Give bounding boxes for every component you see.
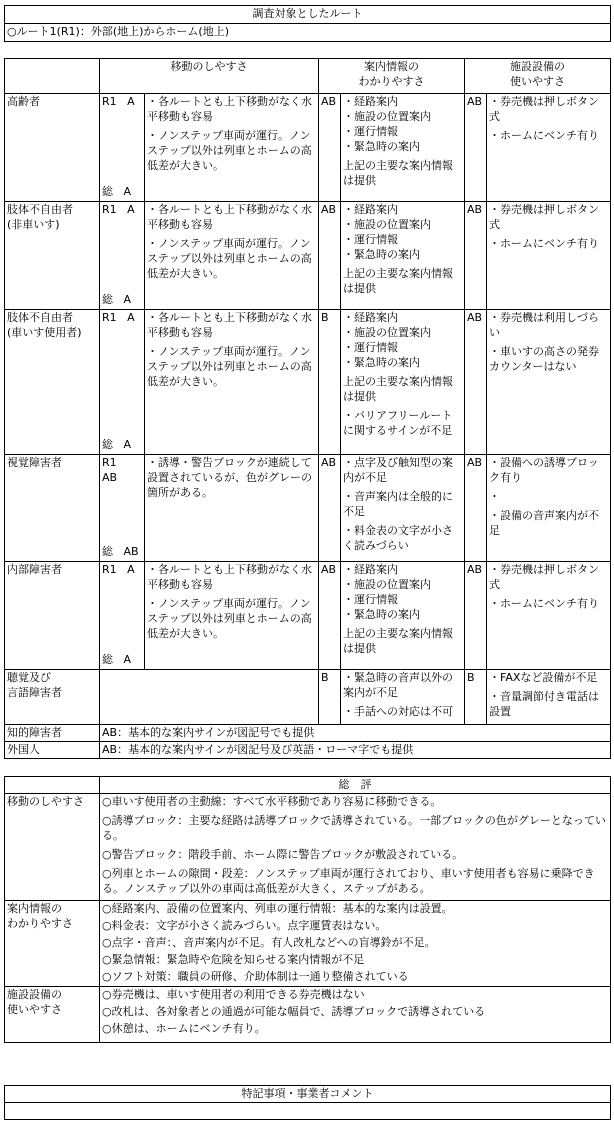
guidance-cell-visual: ・点字及び触知型の案内が不足 ・音声案内は全般的に不足 ・料金表の文字が小さく読みづらい [341, 455, 465, 562]
guidance-grade-hearing: B [319, 670, 341, 725]
route-grade: A [127, 203, 135, 216]
intellectual-text: AB：基本的な案内サインが図記号でも提供 [100, 725, 611, 742]
route-grade-cell-elderly [100, 94, 145, 202]
summary-label-facility: 施設設備の 使いやすさ [5, 987, 100, 1043]
total-grade-physical-walking: 総 A [102, 293, 132, 306]
summary-item: ○改札は、各対象者との通過が可能な幅員で、誘導ブロックで誘導されている [102, 1005, 486, 1018]
summary-label-mobility: 移動のしやすさ [5, 794, 100, 901]
summary-corner-cell [5, 777, 100, 794]
evaluation-rows [5, 94, 611, 670]
mobility-cell-hearing [100, 670, 319, 725]
total-grade-visual: 総 AB [102, 545, 139, 558]
summary-text-mobility [100, 794, 611, 901]
guidance-cell-wheelchair: ・経路案内 ・施設の位置案内 ・運行情報 ・緊急時の案内 上記の主要な案内情報は提供 ・バリアフリールートに関するサインが不足 [341, 310, 465, 455]
route-grade-cell-internal [100, 562, 145, 670]
table-row-physical-walking [5, 202, 611, 310]
route-grade-cell-wheelchair [100, 310, 145, 455]
summary-item: ○緊急情報：緊急時や危険を知らせる案内情報が不足 [102, 953, 365, 966]
guidance-cell-internal: ・経路案内 ・施設の位置案内 ・運行情報 ・緊急時の案内 上記の主要な案内情報は提供 [341, 562, 465, 670]
table-row-intellectual [5, 725, 611, 742]
summary-item: ○列車とホームの隙間・段差：ノンステップ車両が運行されており、車いす使用者も容易に乗降できる。ノンステップ以外の車両は高低差が大きく、ステップがある。 [102, 867, 595, 895]
total-grade-internal: 総 A [102, 653, 132, 666]
route-label: R1 [102, 456, 117, 469]
notes-body [5, 1103, 611, 1120]
mobility-cell-visual: ・誘導・警告ブロックが連続して設置されているが、色がグレーの箇所がある。 [145, 455, 319, 562]
summary-row-guidance [5, 901, 611, 987]
facility-grade-wheelchair: AB [465, 310, 487, 455]
summary-label-guidance: 案内情報の わかりやすさ [5, 901, 100, 987]
table-row-visual [5, 455, 611, 562]
route-header: 調査対象としたルート [5, 6, 611, 24]
facility-cell-visual: ・設備への誘導ブロック有り ・ ・設備の音声案内が不足 [487, 455, 611, 562]
group-label-foreigner: 外国人 [5, 742, 100, 759]
mobility-header: 移動のしやすさ [100, 59, 319, 94]
guidance-grade-internal: AB [319, 562, 341, 670]
group-label-hearing: 聴覚及び 言語障害者 [5, 670, 100, 725]
guidance-cell-physical-walking: ・経路案内 ・施設の位置案内 ・運行情報 ・緊急時の案内 上記の主要な案内情報は提供 [341, 202, 465, 310]
group-label-internal: 内部障害者 [5, 562, 100, 670]
evaluation-corner-cell [5, 59, 100, 94]
summary-item: ○車いす使用者の主動線：すべて水平移動であり容易に移動できる。 [102, 795, 442, 808]
guidance-grade-elderly: AB [319, 94, 341, 202]
facility-cell-hearing: ・FAXなど設備が不足 ・音量調節付き電話は設置 [487, 670, 611, 725]
summary-row-facility [5, 987, 611, 1043]
facility-grade-elderly: AB [465, 94, 487, 202]
route-grade-cell-physical-walking [100, 202, 145, 310]
mobility-cell-physical-walking: ・各ルートとも上下移動がなく水平移動も容易 ・ノンステップ車両が運行。ノンステップ以外は列車とホームの高低差が大きい。 [145, 202, 319, 310]
guidance-header: 案内情報の わかりやすさ [319, 59, 465, 94]
summary-table [4, 776, 611, 1043]
route-grade: AB [102, 471, 118, 484]
summary-item: ○点字・音声：、音声案内が不足。有人改札などへの盲導鈴が不足。 [102, 936, 436, 949]
table-row-foreigner [5, 742, 611, 759]
route-value: ○ルート1(R1)：外部(地上)からホーム(地上) [5, 24, 611, 42]
table-row-wheelchair [5, 310, 611, 455]
route-label: R1 [102, 203, 117, 216]
mobility-cell-internal: ・各ルートとも上下移動がなく水平移動も容易 ・ノンステップ車両が運行。ノンステップ以外は列車とホームの高低差が大きい。 [145, 562, 319, 670]
summary-rows [5, 794, 611, 1043]
facility-cell-wheelchair: ・券売機は利用しづらい ・車いすの高さの発券カウンターはない [487, 310, 611, 455]
summary-header-row [5, 777, 611, 794]
facility-cell-elderly: ・券売機は押しボタン式 ・ホームにベンチ有り [487, 94, 611, 202]
notes-table [4, 1085, 611, 1120]
facility-grade-visual: AB [465, 455, 487, 562]
facility-cell-physical-walking: ・券売機は押しボタン式 ・ホームにベンチ有り [487, 202, 611, 310]
group-label-elderly: 高齢者 [5, 94, 100, 202]
summary-text-facility [100, 987, 611, 1043]
mobility-cell-elderly: ・各ルートとも上下移動がなく水平移動も容易 ・ノンステップ車両が運行。ノンステップ以外は列車とホームの高低差が大きい。 [145, 94, 319, 202]
group-label-visual: 視覚障害者 [5, 455, 100, 562]
route-grade-cell-visual [100, 455, 145, 562]
guidance-grade-physical-walking: AB [319, 202, 341, 310]
summary-text-guidance [100, 901, 611, 987]
summary-item: ○券売機は、車いす使用者の利用できる券売機はない [102, 988, 365, 1001]
route-table [4, 5, 611, 42]
total-grade-elderly: 総 A [102, 185, 132, 198]
evaluation-table [4, 58, 611, 759]
mobility-cell-wheelchair: ・各ルートとも上下移動がなく水平移動も容易 ・ノンステップ車両が運行。ノンステップ以外は列車とホームの高低差が大きい。 [145, 310, 319, 455]
table-row-hearing [5, 670, 611, 725]
group-label-physical-walking: 肢体不自由者 (非車いす) [5, 202, 100, 310]
summary-item: ○誘導ブロック：主要な経路は誘導ブロックで誘導されている。一部ブロックの色がグレーとなっている。 [102, 814, 606, 842]
route-grade: A [127, 563, 135, 576]
summary-item: ○休憩は、ホームにベンチ有り。 [102, 1022, 266, 1035]
route-label: R1 [102, 95, 117, 108]
notes-header: 特記事項・事業者コメント [5, 1086, 611, 1103]
summary-header: 総 評 [100, 777, 611, 794]
facility-grade-physical-walking: AB [465, 202, 487, 310]
guidance-grade-wheelchair: B [319, 310, 341, 455]
total-grade-wheelchair: 総 A [102, 438, 132, 451]
guidance-cell-elderly: ・経路案内 ・施設の位置案内 ・運行情報 ・緊急時の案内 上記の主要な案内情報は提供 [341, 94, 465, 202]
route-grade: A [127, 311, 135, 324]
route-label: R1 [102, 311, 117, 324]
table-row-internal [5, 562, 611, 670]
summary-item: ○経路案内、設備の位置案内、列車の運行情報：基本的な案内は設置。 [102, 902, 453, 915]
table-row-elderly [5, 94, 611, 202]
facility-header: 施設設備の 使いやすさ [465, 59, 611, 94]
route-label: R1 [102, 563, 117, 576]
summary-item: ○料金表：文字が小さく読みづらい。点字運賃表はない。 [102, 919, 387, 932]
guidance-grade-visual: AB [319, 455, 341, 562]
foreigner-text: AB：基本的な案内サインが図記号及び英語・ローマ字でも提供 [100, 742, 611, 759]
summary-item: ○警告ブロック：階段手前、ホーム際に警告ブロックが敷設されている。 [102, 848, 464, 861]
group-label-wheelchair: 肢体不自由者 (車いす使用者) [5, 310, 100, 455]
guidance-cell-hearing: ・緊急時の音声以外の案内が不足 ・手話への対応は不可 [341, 670, 465, 725]
group-label-intellectual: 知的障害者 [5, 725, 100, 742]
facility-grade-hearing: B [465, 670, 487, 725]
summary-row-mobility [5, 794, 611, 901]
route-grade: A [127, 95, 135, 108]
facility-cell-internal: ・券売機は押しボタン式 ・ホームにベンチ有り [487, 562, 611, 670]
summary-item: ○ソフト対策：職員の研修、介助体制は一通り整備されている [102, 970, 409, 983]
facility-grade-internal: AB [465, 562, 487, 670]
evaluation-header-row [5, 59, 611, 94]
